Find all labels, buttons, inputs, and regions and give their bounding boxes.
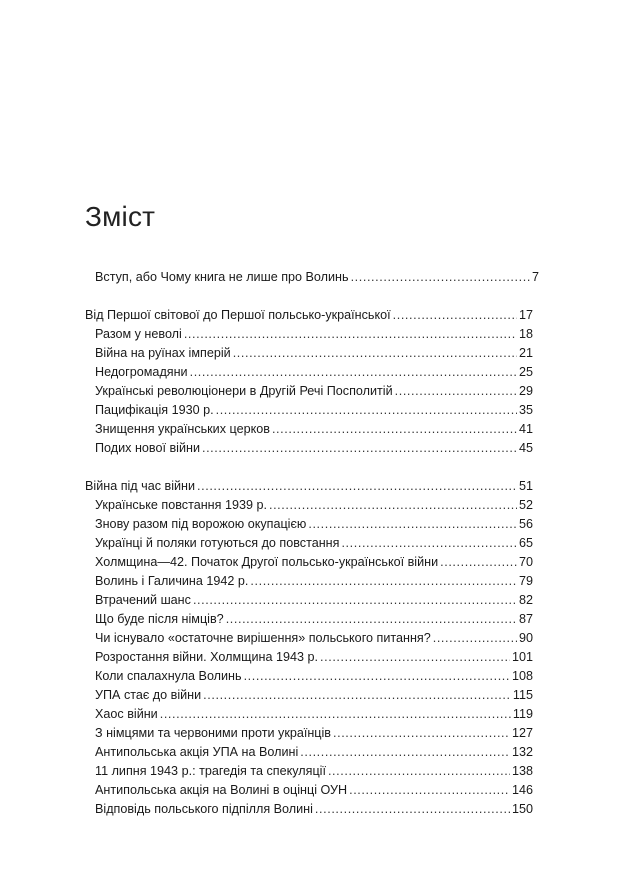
toc-entry-title: 11 липня 1943 р.: трагедія та спекуляції <box>95 764 326 778</box>
toc-entry-title: Хаос війни <box>95 707 158 721</box>
dot-leader <box>308 515 517 534</box>
page-title: Зміст <box>85 200 156 232</box>
toc-section-page: 51 <box>518 479 533 493</box>
dot-leader <box>269 496 517 515</box>
toc-entry[interactable] <box>95 686 533 705</box>
dot-leader <box>244 667 510 686</box>
toc-entry-page: 65 <box>518 536 533 550</box>
toc-entry-page: 127 <box>511 726 533 740</box>
toc-entry-title: Антипольська акція УПА на Волині <box>95 745 299 759</box>
toc-entry[interactable] <box>95 496 533 515</box>
toc-entry-title: Вступ, або Чому книга не лише про Волинь <box>95 270 349 284</box>
toc-entry-page: 150 <box>511 802 533 816</box>
toc-entry-title: Подих нової війни <box>95 441 200 455</box>
toc-entry[interactable] <box>95 439 533 458</box>
dot-leader <box>203 686 511 705</box>
toc-entry[interactable] <box>95 401 533 420</box>
toc-entry-page: 25 <box>518 365 533 379</box>
dot-leader <box>193 591 517 610</box>
toc-entry[interactable] <box>95 553 533 572</box>
toc-section-page: 17 <box>518 308 533 322</box>
toc-entry-title: З німцями та червоними проти українців <box>95 726 331 740</box>
toc-entry[interactable] <box>95 762 533 781</box>
toc-entry[interactable] <box>95 781 533 800</box>
dot-leader <box>333 724 510 743</box>
toc-entry-title: Знову разом під ворожою окупацією <box>95 517 307 531</box>
toc-entry[interactable] <box>95 591 533 610</box>
toc-entry-title: Холмщина—42. Початок Другої польсько-української війни <box>95 555 439 569</box>
dot-leader <box>160 705 511 724</box>
toc-entry-page: 21 <box>518 346 533 360</box>
toc-entry-page: 90 <box>518 631 533 645</box>
toc-entry[interactable] <box>95 325 533 344</box>
toc-entry-page: 119 <box>512 707 533 721</box>
dot-leader <box>226 610 517 629</box>
dot-leader <box>433 629 517 648</box>
dot-leader <box>393 306 517 325</box>
toc-entry-title: Війна на руїнах імперій <box>95 346 231 360</box>
toc-entry-intro[interactable] <box>95 268 539 287</box>
toc-entry-page: 146 <box>511 783 533 797</box>
toc-entry-page: 56 <box>518 517 533 531</box>
toc-entry-page: 132 <box>511 745 533 759</box>
toc-entry[interactable] <box>95 515 533 534</box>
toc-entry-title: Чи існувало «остаточне вирішення» польського питання? <box>95 631 431 645</box>
toc-entry-page: 101 <box>511 650 533 664</box>
toc-entry[interactable] <box>95 534 533 553</box>
toc-entry-title: Що буде після німців? <box>95 612 224 626</box>
toc-entry[interactable] <box>95 382 533 401</box>
toc-entry-page: 52 <box>518 498 533 512</box>
dot-leader <box>300 743 510 762</box>
toc-entry-page: 108 <box>511 669 533 683</box>
toc-entry-page: 79 <box>518 574 533 588</box>
dot-leader <box>216 401 517 420</box>
toc-entry-title: УПА стає до війни <box>95 688 202 702</box>
toc-entry-title: Втрачений шанс <box>95 593 191 607</box>
toc-entry-title: Пацифікація 1930 р. <box>95 403 214 417</box>
toc-entry[interactable] <box>95 743 533 762</box>
dot-leader <box>395 382 517 401</box>
dot-leader <box>440 553 517 572</box>
dot-leader <box>341 534 517 553</box>
toc-entry-title: Розростання війни. Холмщина 1943 р. <box>95 650 319 664</box>
toc-entry[interactable] <box>95 420 533 439</box>
toc-entry-title: Відповідь польського підпілля Волині <box>95 802 313 816</box>
dot-leader <box>250 572 517 591</box>
dot-leader <box>184 325 517 344</box>
toc-entry[interactable] <box>95 724 533 743</box>
toc-entry-page: 29 <box>518 384 533 398</box>
dot-leader <box>272 420 517 439</box>
toc-entry-title: Знищення українських церков <box>95 422 270 436</box>
dot-leader <box>351 268 530 287</box>
toc-entry-page: 18 <box>518 327 533 341</box>
toc-entry-title: Коли спалахнула Волинь <box>95 669 242 683</box>
toc-entry[interactable] <box>95 344 533 363</box>
dot-leader <box>197 477 517 496</box>
toc-entry-title: Недогромадяни <box>95 365 188 379</box>
toc-entry-page: 7 <box>531 270 539 284</box>
toc-entry-page: 45 <box>518 441 533 455</box>
toc-entry[interactable] <box>95 667 533 686</box>
dot-leader <box>202 439 517 458</box>
toc-section-title: Війна під час війни <box>85 479 196 493</box>
dot-leader <box>320 648 510 667</box>
dot-leader <box>315 800 510 819</box>
toc-entry-page: 35 <box>518 403 533 417</box>
toc-section-heading[interactable] <box>85 306 533 325</box>
toc-entry[interactable] <box>95 610 533 629</box>
toc-entry-title: Українці й поляки готуються до повстання <box>95 536 340 550</box>
toc-entry[interactable] <box>95 800 533 819</box>
toc-entry[interactable] <box>95 572 533 591</box>
toc-entry-page: 82 <box>518 593 533 607</box>
toc-entry-page: 41 <box>518 422 533 436</box>
toc-entry-page: 87 <box>518 612 533 626</box>
toc-entry-page: 115 <box>512 688 533 702</box>
toc-entry[interactable] <box>95 629 533 648</box>
toc-section-title: Від Першої світової до Першої польсько-української <box>85 308 391 322</box>
dot-leader <box>233 344 517 363</box>
toc-entry-title: Антипольська акція на Волині в оцінці ОУН <box>95 783 348 797</box>
toc-entry-title: Українські революціонери в Другій Речі Посполитій <box>95 384 393 398</box>
toc-entry[interactable] <box>95 705 533 724</box>
toc-entry-page: 70 <box>518 555 533 569</box>
toc-entry-page: 138 <box>511 764 533 778</box>
toc-entry-title: Волинь і Галичина 1942 р. <box>95 574 249 588</box>
dot-leader <box>190 363 517 382</box>
toc-entry-title: Українське повстання 1939 р. <box>95 498 267 512</box>
toc-section-heading[interactable] <box>85 477 533 496</box>
dot-leader <box>328 762 510 781</box>
dot-leader <box>349 781 510 800</box>
toc-entry[interactable] <box>95 363 533 382</box>
toc-entry[interactable] <box>95 648 533 667</box>
toc-entry-title: Разом у неволі <box>95 327 182 341</box>
